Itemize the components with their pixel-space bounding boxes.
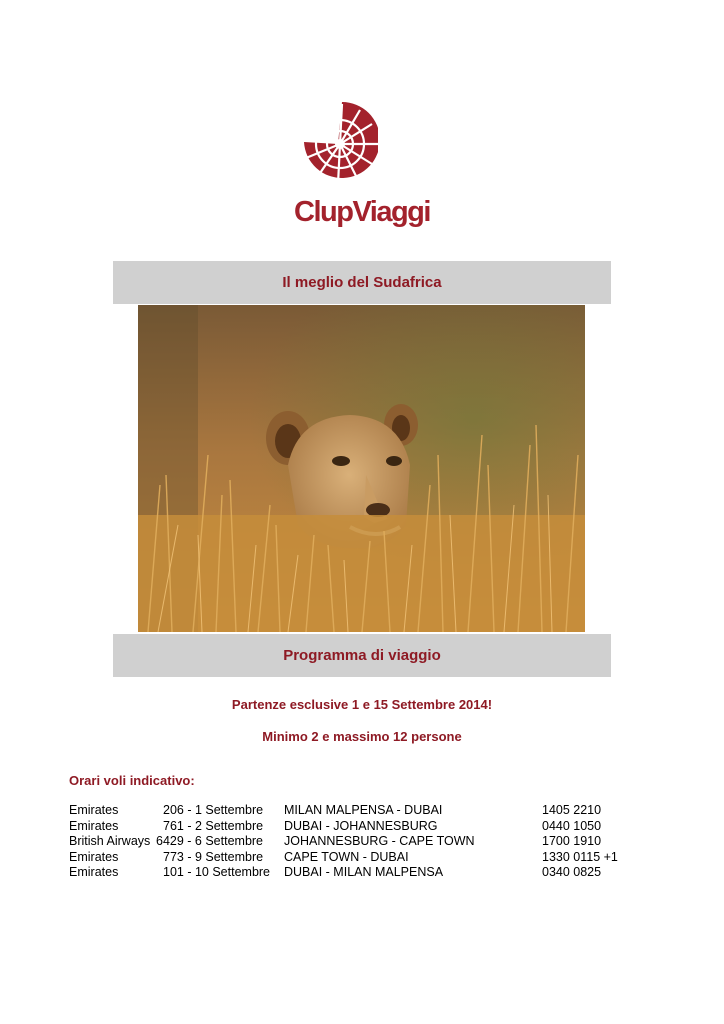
flight-route: DUBAI - JOHANNESBURG — [284, 818, 438, 833]
flight-airline: Emirates — [69, 818, 119, 833]
flight-times: 1405 2210 — [542, 803, 602, 817]
flight-row — [69, 803, 629, 819]
flight-route: JOHANNESBURG - CAPE TOWN — [284, 834, 475, 848]
flight-number-date: 206 - 1 Settembre — [163, 803, 264, 817]
hero-image — [138, 305, 585, 632]
flight-row — [69, 865, 629, 881]
flight-number-date: 773 - 9 Settembre — [163, 849, 264, 864]
flight-times: 0440 1050 — [542, 818, 602, 833]
page-title: Il meglio del Sudafrica — [113, 261, 611, 304]
flight-airline: Emirates — [69, 865, 119, 879]
flight-row — [69, 834, 629, 850]
flight-times: 1330 0115 +1 — [542, 849, 618, 864]
group-size-text: Minimo 2 e massimo 12 persone — [262, 729, 462, 744]
flights-heading: Orari voli indicativo: — [69, 773, 195, 788]
flight-row — [69, 850, 629, 866]
departures-text: Partenze esclusive 1 e 15 Settembre 2014! — [231, 697, 493, 712]
flight-airline: Emirates — [69, 803, 119, 817]
flights-table — [69, 803, 629, 881]
flight-times: 1700 1910 — [542, 834, 602, 848]
program-title: Programma di viaggio — [113, 634, 611, 677]
flight-number-date: 761 - 2 Settembre — [163, 818, 264, 833]
flight-times: 0340 0825 — [542, 865, 602, 879]
flight-airline: Emirates — [69, 849, 119, 864]
flight-airline: British Airways — [69, 834, 151, 848]
flight-route: MILAN MALPENSA - DUBAI — [284, 803, 443, 817]
flight-number-date: 6429 - 6 Settembre — [156, 834, 264, 848]
flight-route: CAPE TOWN - DUBAI — [284, 849, 409, 864]
flight-number-date: 101 - 10 Settembre — [163, 865, 271, 879]
flight-route: DUBAI - MILAN MALPENSA — [284, 865, 444, 879]
brand-logo-icon — [298, 100, 378, 192]
flight-row — [69, 819, 629, 835]
brand-name: ClupViaggi — [294, 196, 430, 228]
